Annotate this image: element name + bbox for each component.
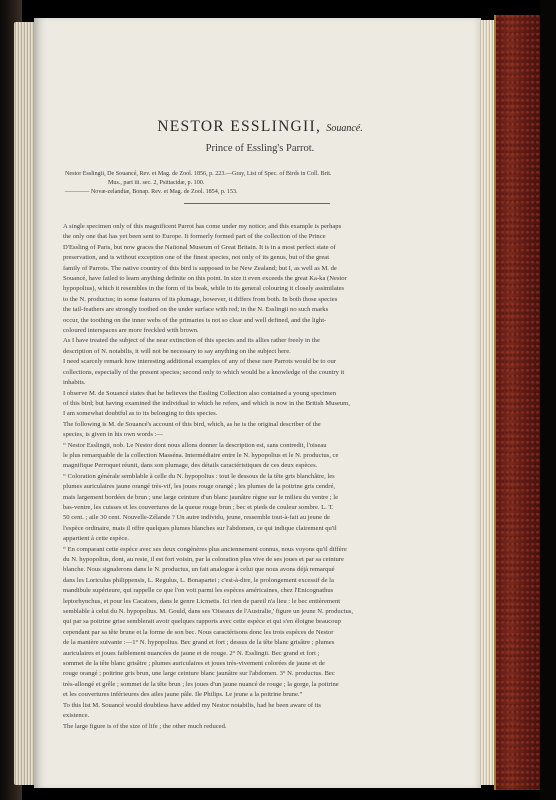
body-text xyxy=(63,222,453,732)
synonymy-line: ———— Novæ-zelandiæ, Bonap. Rev. et Mag. de Zool. 1854, p. 153. xyxy=(65,189,238,195)
right-shadow xyxy=(540,0,556,800)
body-line: species, is given in his own words :— xyxy=(63,431,163,439)
body-line: dans les Loriculus philippensis, L. Regulus, L. Bonapartei ; c'est-à-dire, le prolongement excessif de la xyxy=(63,576,334,584)
body-line: the tail-feathers are strongly toothed on the under surface with red; in the N. Esslingii no such marks xyxy=(63,306,329,314)
body-line: qui par sa poitrine grise semblerait avoir quelques rapports avec cette espèce et qui s'en éloigne beaucoup xyxy=(63,618,342,626)
body-line: cependant par sa tête brune et la forme de son bec. Nous caractérisons donc les trois espèces de Nestor xyxy=(63,628,334,636)
body-line: appartient à cette espèce. xyxy=(63,535,129,543)
right-page-edges xyxy=(479,20,495,785)
body-line: bas-ventre, les cuisses et les couvertures de la queue rouge brun ; bec et pieds de couleur sombre. L. T. xyxy=(63,503,334,511)
body-line: hypopolius), which it resembles in the form of its beak, while in its general colouring it closely assimilates xyxy=(63,285,345,293)
body-line: description of N. notabilis, it will not be necessary to say anything on the subject here. xyxy=(63,347,291,355)
body-line: et les couvertures inférieures des ailes jaune pâle. Ile Philips. Le jeune a la poitrine brune.” xyxy=(63,691,303,699)
body-line: the only one that has yet been sent to Europe. It formerly formed part of the collection of the Prince xyxy=(63,233,326,241)
synonymy-line: Nestor Esslingii, De Souancé, Rev. et Mag. de Zool. 1856, p. 223.—Gray, List of Spec. of Birds in Coll. Brit. xyxy=(65,171,332,177)
body-line: family of Parrots. The native country of this bird is supposed to be New Zealand; but I, as well as M. de xyxy=(63,264,337,272)
body-line: 50 cent. ; aile 30 cent. Nouvelle-Zélande ? Un autre individu, jeune, ressemble tout-à-fait au jeune de xyxy=(63,514,330,522)
body-line: semblable à celui du N. hypopolius. M. Gould, dans ses 'Oiseaux de l'Australie,' figure un jeune N. productus, xyxy=(63,608,353,616)
body-line: plumes auriculaires jaune orangé très-vif, les joues rouge orangé ; les plumes de la poitrine gris cendré, xyxy=(63,483,336,491)
body-line: l'espèce ordinaire, mais il offre quelques plumes blanches sur l'abdomen, ce qui indique clairement qu'il xyxy=(63,524,337,532)
body-line: “ Nestor Esslingii, nob. Le Nestor dont nous allons donner la description est, sans contredit, l'oiseau xyxy=(63,441,327,449)
marbled-cover xyxy=(494,15,544,790)
body-line: to the N. productus; in some features of its plumage, however, it differs from both. In both those species xyxy=(63,295,338,303)
body-line: magnifique Perroquet réunit, dans son plumage, des détails caractéristiques de ces deux espèces. xyxy=(63,462,318,470)
body-line: collections, especially of the present species; second only to which would be a knowledge of the country it xyxy=(63,368,345,376)
body-line: mais largement bordées de brun ; une large ceinture d'un blanc jaunâtre règne sur le milieu du ventre ; le xyxy=(63,493,339,501)
body-line: “ En comparant cette espèce avec ses deux congénères plus anciennement connus, nous voyons qu'il diffère xyxy=(63,545,347,553)
body-line: le plus remarquable de la collection Masséna. Intermédiaire entre le N. hypopolius et le N. productus, ce xyxy=(63,451,339,459)
body-line: existence. xyxy=(63,712,90,720)
species-name: NESTOR ESSLINGII, xyxy=(157,118,322,135)
common-name: Prince of Essling's Parrot. xyxy=(205,143,315,154)
body-line: blanche. Nous signalerons dans le N. productus, un fait analogue à celui que nous avons déjà remarqué xyxy=(63,566,335,574)
body-line: preservation, and is without exception one of the finest species, not only of its genus, but of the great xyxy=(63,254,330,262)
body-line: I need scarcely remark how interesting additional examples of any of these rare Parrots would be to our xyxy=(63,358,336,366)
body-line: de la manière suivante :—1° N. hypopolius. Bec grand et fort ; dessus de la tête blanc grisâtre ; plumes xyxy=(63,639,335,647)
body-line: D'Essling of Paris, but now graces the National Museum of Great Britain. It is in a most perfect state of xyxy=(63,243,336,251)
body-line: rouge orangé ; poitrine gris brun, une large ceinture blanc jaunâtre sur l'abdomen. 3° N. productus. Bec xyxy=(63,670,335,678)
body-line: As I have treated the subject of the near extinction of this species and its allies rather freely in the xyxy=(63,337,320,345)
divider-rule xyxy=(184,203,330,204)
body-line: occur, the toothing on the inner webs of the primaries is not so clear and well defined, and the light- xyxy=(63,316,327,324)
body-line: I am somewhat doubtful as to its belonging to this species. xyxy=(63,410,218,418)
synonymy-line: Mus., part iii. sec. 2, Psittacidæ, p. 100. xyxy=(108,180,205,186)
body-line: très-allongé et grêle ; sommet de la tête brun ; les joues d'un jaune nuancé de rouge ; la gorge, la poitrine xyxy=(63,680,339,688)
body-line: Souancé, have failed to learn anything definite on this point. In size it even exceeds the great Ka-ka (Nestor xyxy=(63,275,347,283)
body-line: du N. hypopolius, dont, au reste, il est fort voisin, par la coloration plus vive de ses joues et par sa ceinture xyxy=(63,556,344,563)
body-line: inhabits. xyxy=(63,379,86,387)
body-line: coloured interspaces are more freckled with brown. xyxy=(63,327,199,335)
left-page-edges xyxy=(14,22,36,785)
body-line: The large figure is of the size of life ; the other much reduced. xyxy=(63,722,227,730)
body-line: I observe M. de Souancé states that he believes the Essling Collection also contained a young specimen xyxy=(63,389,337,397)
body-line: The following is M. de Souancé's account of this bird, which, as he is the original describer of the xyxy=(63,420,321,428)
body-line: “ Coloration générale semblable à celle du N. hypopolius : tout le dessous de la tête gris blanchâtre, les xyxy=(63,472,335,480)
body-line: auriculaires et joues faiblement nuancées de jaune et de rouge. 2° N. Esslingii. Bec grand et fort ; xyxy=(63,649,320,657)
species-author: Souancé. xyxy=(326,123,363,134)
body-line: To this list M. Souancé would doubtless have added my Nestor notabilis, had he been aware of its xyxy=(63,701,321,709)
body-line: A single specimen only of this magnificent Parrot has come under my notice; and this example is perhaps xyxy=(63,223,342,230)
body-line: leptorhynchus, et pour les Cacatoes, dans le genre Licmetis. Ici rien de pareil n'a lieu : le bec entièrement xyxy=(63,597,341,605)
body-line: mandibule supérieure, qui rappelle ce que l'on voit parmi les espèces américaines, chez l'Enicognathus xyxy=(63,587,334,595)
body-line: sommet de la tête blanc grisâtre ; plumes auriculaires et joues très-vivement colorées de jaune et de xyxy=(63,660,325,668)
page-title xyxy=(75,118,445,136)
body-line: of this bird; but having examined the individual to which he refers, and which is now in the British Museum, xyxy=(63,399,350,407)
